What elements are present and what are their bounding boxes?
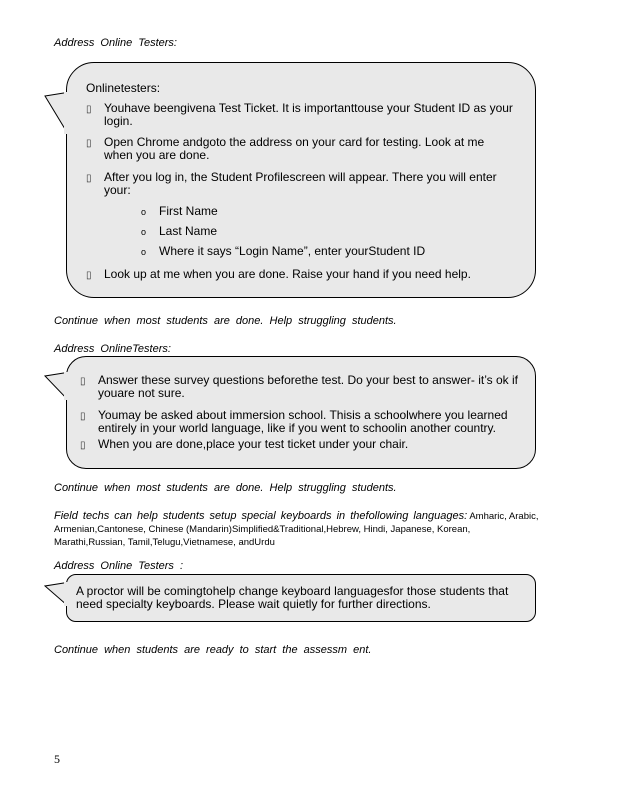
s1-subitem-3: Where it says “Login Name”, enter yourStudent ID — [159, 244, 426, 258]
bubble2-tail-joint — [64, 372, 69, 400]
circle-bullet-icon: o — [141, 207, 147, 217]
s3-message: A proctor will be comingtohelp change keyboard languagesfor those students that need specialty keyboards. Please wait quietly for further directions. — [76, 584, 509, 611]
bubble3-tail-joint — [64, 582, 69, 606]
section3-heading: Address Online Testers : — [54, 560, 184, 572]
s2-item-3: When you are done,place your test ticket under your chair. — [98, 437, 409, 451]
s1-subitem-2: Last Name — [159, 224, 218, 238]
bullet-icon: ▯ — [86, 104, 92, 115]
section3-continue: Continue when students are ready to start the assessm ent. — [54, 644, 372, 656]
section1-heading: Address Online Testers: — [54, 37, 177, 49]
section2-continue: Continue when most students are done. Help struggling students. — [54, 482, 397, 494]
bullet-icon: ▯ — [80, 440, 86, 451]
bullet-icon: ▯ — [86, 173, 92, 184]
s1-item-3: After you log in, the Student Profilescreen will appear. There you will enter your: — [104, 170, 497, 197]
section2-heading: Address OnlineTesters: — [54, 343, 171, 355]
s2-item-2: Youmay be asked about immersion school. Thisis a schoolwhere you learned entirely in your world language, like if you went to schoolin another country. — [98, 408, 508, 435]
s1-item-1: Youhave beengivena Test Ticket. It is importanttouse your Student ID as your login. — [104, 101, 513, 128]
s2-item-1: Answer these survey questions beforethe test. Do your best to answer- it’s ok if youare not sure. — [98, 373, 518, 400]
bubble1-tail-joint — [64, 92, 69, 134]
circle-bullet-icon: o — [141, 227, 147, 237]
page-number: 5 — [54, 752, 60, 766]
field-techs-lead: Field techs can help students setup special keyboards in thefollowing languages: — [54, 510, 468, 522]
circle-bullet-icon: o — [141, 247, 147, 257]
bullet-icon: ▯ — [80, 376, 86, 387]
s1-item-2: Open Chrome andgoto the address on your card for testing. Look at me when you are done. — [104, 135, 485, 162]
bubble1-title: Onlinetesters: — [86, 81, 161, 95]
bullet-icon: ▯ — [86, 270, 92, 281]
field-techs-languages: Amharic, Arabic, Armenian,Cantonese, Chinese (Mandarin)Simplified&Traditional,Hebrew, Hindi, Japanese, Korean, Marathi,Russian, Tamil,Telugu,Vietnamese, andUrdu — [54, 511, 539, 548]
section1-continue: Continue when most students are done. Help struggling students. — [54, 315, 397, 327]
bullet-icon: ▯ — [86, 138, 92, 149]
s1-item-4: Look up at me when you are done. Raise your hand if you need help. — [104, 267, 471, 281]
field-techs-paragraph — [54, 510, 544, 549]
bullet-icon: ▯ — [80, 411, 86, 422]
s1-subitem-1: First Name — [159, 204, 218, 218]
